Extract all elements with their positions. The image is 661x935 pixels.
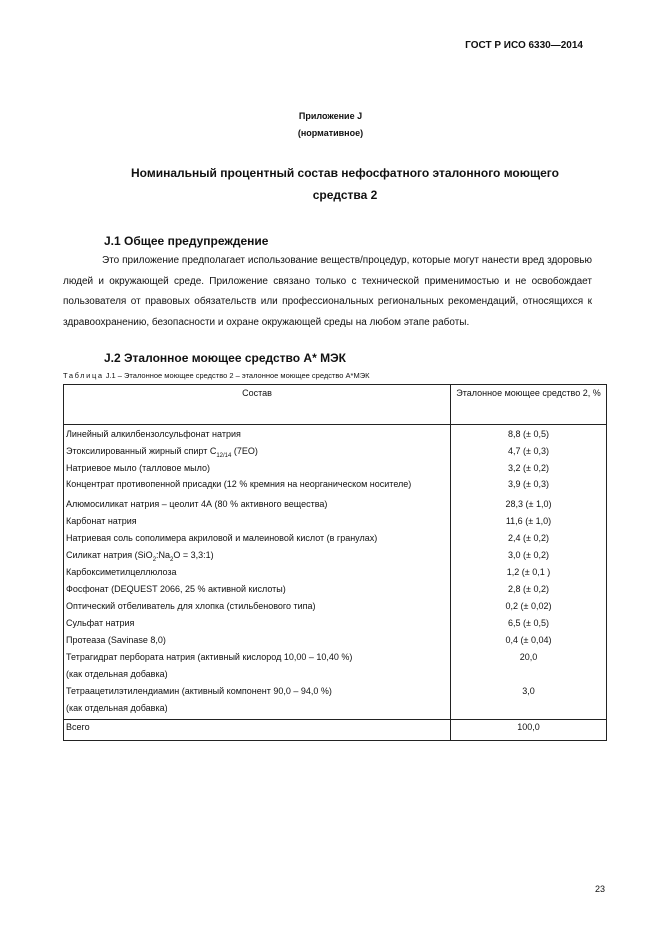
- table-caption-label: Таблица: [63, 371, 104, 380]
- component-percent: 1,2 (± 0,1 ): [451, 566, 607, 583]
- component-name: [64, 445, 451, 462]
- component-name: Сульфат натрия: [64, 617, 451, 634]
- component-percent: [451, 702, 607, 720]
- component-percent: 3,2 (± 0,2): [451, 462, 607, 479]
- table-row-total: [64, 720, 607, 741]
- component-percent: 2,8 (± 0,2): [451, 583, 607, 600]
- component-name-part: O = 3,3:1): [173, 550, 214, 560]
- component-name-subscript: 2: [170, 556, 174, 563]
- composition-table: [63, 384, 607, 741]
- annex-title: Номинальный процентный состав нефосфатного эталонного моющего средства 2: [131, 166, 559, 202]
- component-name-subscript: 12/14: [216, 452, 232, 459]
- table-header-row: [64, 385, 607, 425]
- total-percent: 100,0: [451, 720, 607, 741]
- component-name: Карбонат натрия: [64, 515, 451, 532]
- table-row: [64, 617, 607, 634]
- component-name: (как отдельная добавка): [64, 702, 451, 720]
- component-percent: 3,0: [451, 685, 607, 702]
- table-row: [64, 668, 607, 685]
- table-row: [64, 549, 607, 566]
- total-label: Всего: [64, 720, 451, 741]
- table-row: [64, 515, 607, 532]
- component-percent: 3,0 (± 0,2): [451, 549, 607, 566]
- component-name-part: Этоксилированный жирный спирт С: [66, 446, 217, 456]
- component-percent: 20,0: [451, 651, 607, 668]
- component-percent: 3,9 (± 0,3): [451, 479, 607, 498]
- component-percent: 4,7 (± 0,3): [451, 445, 607, 462]
- component-name: Линейный алкилбензолсульфонат натрия: [64, 425, 451, 446]
- component-name: Карбоксиметилцеллюлоза: [64, 566, 451, 583]
- component-name-subscript: 2: [152, 556, 157, 563]
- table-row: [64, 479, 607, 498]
- table-caption-text: J.1 – Эталонное моющее средство 2 – эталонное моющее средство А*МЭК: [103, 371, 370, 380]
- component-name: Тетраацетилэтилендиамин (активный компонент 90,0 – 94,0 %): [64, 685, 451, 702]
- component-name: Фосфонат (DEQUEST 2066, 25 % активной кислоты): [64, 583, 451, 600]
- table-row: [64, 685, 607, 702]
- table-row: [64, 702, 607, 720]
- component-name: [64, 549, 451, 566]
- component-name: Оптический отбеливатель для хлопка (стильбенового типа): [64, 600, 451, 617]
- component-name-part: Силикат натрия (SiO: [66, 550, 153, 560]
- table-row: [64, 532, 607, 549]
- table-row: [64, 462, 607, 479]
- component-percent: 0,4 (± 0,04): [451, 634, 607, 651]
- component-percent: 11,6 (± 1,0): [451, 515, 607, 532]
- component-percent: 0,2 (± 0,02): [451, 600, 607, 617]
- table-row: [64, 583, 607, 600]
- table-row: [64, 651, 607, 668]
- table-caption: [63, 371, 369, 380]
- section-paragraph-warning: Это приложение предполагает использование веществ/процедур, которые могут нанести вред здоровью людей и окружающей среде. Приложение связано только с технической применимостью и не освобождает пользователя от правовых обязательств или профессиональных региональных рекомендаций, относящихся к здравоохранению, безопасности и охране окружающей среды на любом этапе работы.: [63, 255, 592, 328]
- page-number: 23: [594, 884, 605, 894]
- table-row: [64, 600, 607, 617]
- table-row: [64, 566, 607, 583]
- component-percent: 8,8 (± 0,5): [451, 425, 607, 446]
- component-name: Алюмосиликат натрия – цеолит 4А (80 % активного вещества): [64, 498, 451, 515]
- component-percent: 28,3 (± 1,0): [451, 498, 607, 515]
- component-name: Протеаза (Savinase 8,0): [64, 634, 451, 651]
- component-name: Тетрагидрат пербората натрия (активный кислород 10,00 – 10,40 %): [64, 651, 451, 668]
- component-percent: 2,4 (± 0,2): [451, 532, 607, 549]
- header-composition: Состав: [64, 385, 451, 425]
- component-name-part: :Na: [156, 550, 171, 560]
- table-row: [64, 634, 607, 651]
- component-name: Натриевая соль сополимера акриловой и малеиновой кислот (в гранулах): [64, 532, 451, 549]
- component-name: Натриевое мыло (талловое мыло): [64, 462, 451, 479]
- section-heading-general-warning: J.1 Общее предупреждение: [104, 234, 269, 248]
- table-row: [64, 445, 607, 462]
- table-row: [64, 425, 607, 446]
- document-code: ГОСТ Р ИСО 6330—2014: [465, 40, 583, 51]
- component-percent: 6,5 (± 0,5): [451, 617, 607, 634]
- component-name-part: (7ЕО): [231, 446, 258, 456]
- annex-status: (нормативное): [297, 128, 364, 138]
- section-heading-reference-detergent: J.2 Эталонное моющее средство А* МЭК: [104, 351, 346, 365]
- component-percent: [451, 668, 607, 685]
- component-name: Концентрат противопенной присадки (12 % кремния на неорганическом носителе): [64, 479, 451, 498]
- header-detergent-percent: Эталонное моющее средство 2, %: [451, 385, 607, 425]
- table-row: [64, 498, 607, 515]
- annex-label: Приложение J: [298, 111, 363, 121]
- component-name: (как отдельная добавка): [64, 668, 451, 685]
